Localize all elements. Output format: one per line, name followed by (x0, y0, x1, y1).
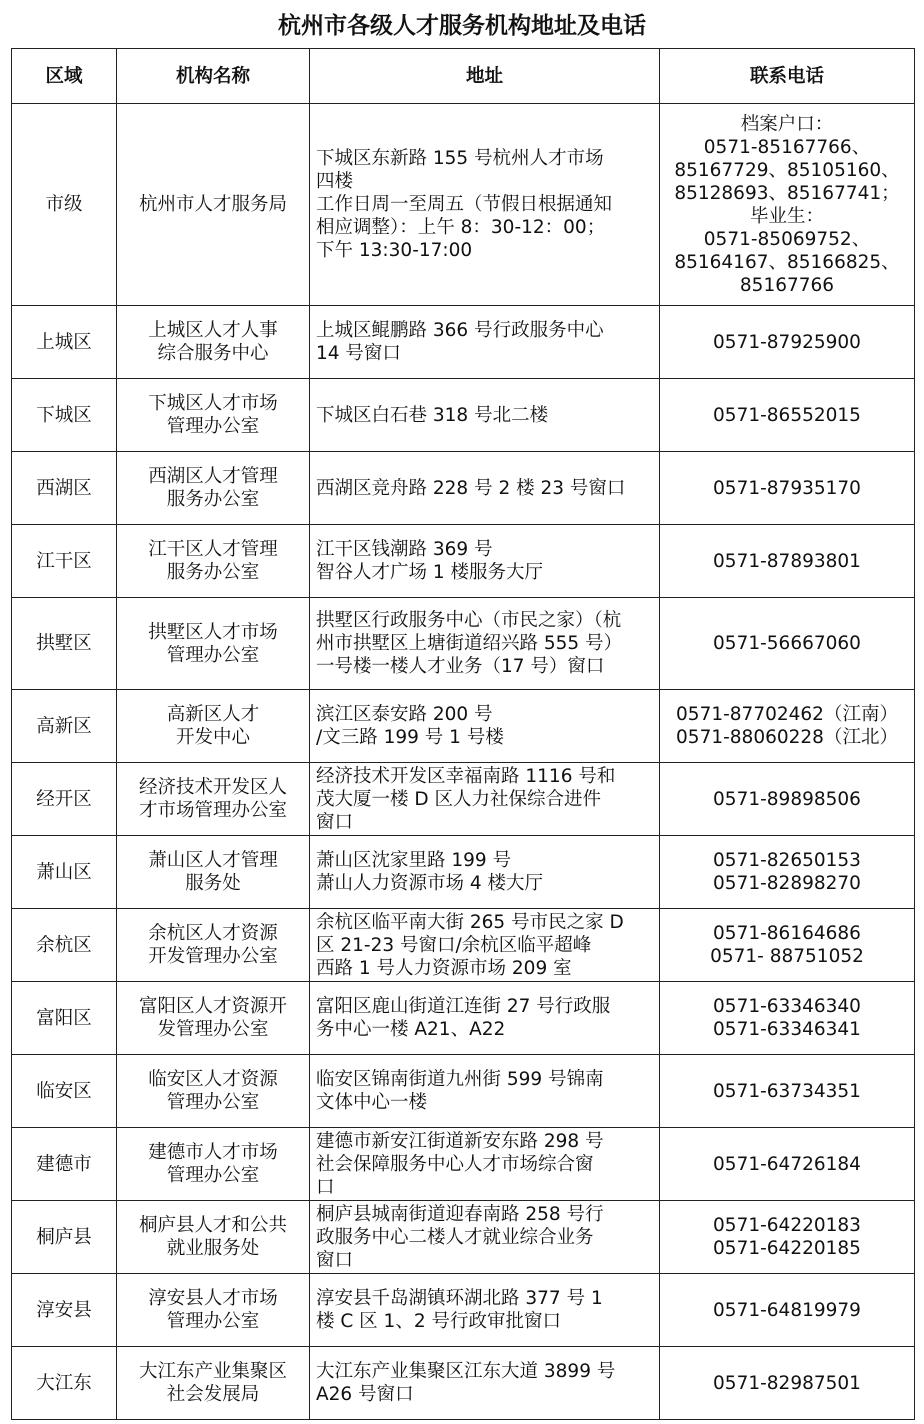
region-cell: 高新区 (12, 690, 117, 763)
phone-cell: 档案户口： 0571-85167766、 85167729、85105160、 85128693、85167741； 毕业生： 0571-85069752、 85164167、85166825、 85167766 (660, 104, 915, 306)
region-cell: 市级 (12, 104, 117, 306)
phone-cell: 0571-87702462（江南） 0571-88060228（江北） (660, 690, 915, 763)
name-cell: 经济技术开发区人 才市场管理办公室 (117, 763, 310, 836)
phone-cell: 0571-82987501 (660, 1347, 915, 1420)
address-cell: 江干区钱潮路 369 号 智谷人才广场 1 楼服务大厅 (310, 525, 660, 598)
name-cell: 桐庐县人才和公共 就业服务处 (117, 1201, 310, 1274)
region-cell: 大江东 (12, 1347, 117, 1420)
region-cell: 经开区 (12, 763, 117, 836)
phone-cell: 0571-87893801 (660, 525, 915, 598)
table-row (12, 1201, 915, 1274)
name-cell: 萧山区人才管理 服务处 (117, 836, 310, 909)
region-cell: 江干区 (12, 525, 117, 598)
table-row (12, 104, 915, 306)
name-cell: 西湖区人才管理 服务办公室 (117, 452, 310, 525)
region-cell: 上城区 (12, 306, 117, 379)
name-cell: 大江东产业集聚区 社会发展局 (117, 1347, 310, 1420)
phone-cell: 0571-64220183 0571-64220185 (660, 1201, 915, 1274)
address-cell: 下城区白石巷 318 号北二楼 (310, 379, 660, 452)
region-cell: 下城区 (12, 379, 117, 452)
address-cell: 淳安县千岛湖镇环湖北路 377 号 1 楼 C 区 1、2 号行政审批窗口 (310, 1274, 660, 1347)
directory-table (11, 48, 915, 1420)
header-row (12, 49, 915, 104)
header-region: 区域 (12, 49, 117, 104)
address-cell: 萧山区沈家里路 199 号 萧山人力资源市场 4 楼大厅 (310, 836, 660, 909)
name-cell: 江干区人才管理 服务办公室 (117, 525, 310, 598)
table-row (12, 763, 915, 836)
table-row (12, 452, 915, 525)
address-cell: 余杭区临平南大街 265 号市民之家 D 区 21-23 号窗口/余杭区临平超峰 西路 1 号人力资源市场 209 室 (310, 909, 660, 982)
table-row (12, 690, 915, 763)
table-row (12, 306, 915, 379)
table-row (12, 598, 915, 690)
table-row (12, 909, 915, 982)
header-address: 地址 (310, 49, 660, 104)
address-cell: 临安区锦南街道九州街 599 号锦南 文体中心一楼 (310, 1055, 660, 1128)
page-title: 杭州市各级人才服务机构地址及电话 (278, 12, 646, 39)
name-cell: 高新区人才 开发中心 (117, 690, 310, 763)
region-cell: 临安区 (12, 1055, 117, 1128)
name-cell: 富阳区人才资源开 发管理办公室 (117, 982, 310, 1055)
address-cell: 建德市新安江街道新安东路 298 号 社会保障服务中心人才市场综合窗 口 (310, 1128, 660, 1201)
table-row (12, 1128, 915, 1201)
name-cell: 上城区人才人事 综合服务中心 (117, 306, 310, 379)
name-cell: 余杭区人才资源 开发管理办公室 (117, 909, 310, 982)
header-phone: 联系电话 (660, 49, 915, 104)
table-row (12, 1347, 915, 1420)
region-cell: 西湖区 (12, 452, 117, 525)
name-cell: 下城区人才市场 管理办公室 (117, 379, 310, 452)
address-cell: 大江东产业集聚区江东大道 3899 号 A26 号窗口 (310, 1347, 660, 1420)
region-cell: 拱墅区 (12, 598, 117, 690)
address-cell: 上城区鲲鹏路 366 号行政服务中心 14 号窗口 (310, 306, 660, 379)
phone-cell: 0571-89898506 (660, 763, 915, 836)
name-cell: 临安区人才资源 管理办公室 (117, 1055, 310, 1128)
table-row (12, 379, 915, 452)
table-row (12, 525, 915, 598)
address-cell: 拱墅区行政服务中心（市民之家）（杭 州市拱墅区上塘街道绍兴路 555 号） 一号楼一楼人才业务（17 号）窗口 (310, 598, 660, 690)
address-cell: 富阳区鹿山街道江连街 27 号行政服 务中心一楼 A21、A22 (310, 982, 660, 1055)
region-cell: 余杭区 (12, 909, 117, 982)
region-cell: 富阳区 (12, 982, 117, 1055)
table-row (12, 1274, 915, 1347)
address-cell: 西湖区竞舟路 228 号 2 楼 23 号窗口 (310, 452, 660, 525)
region-cell: 淳安县 (12, 1274, 117, 1347)
name-cell: 建德市人才市场 管理办公室 (117, 1128, 310, 1201)
phone-cell: 0571-63734351 (660, 1055, 915, 1128)
region-cell: 桐庐县 (12, 1201, 117, 1274)
address-cell: 经济技术开发区幸福南路 1116 号和 茂大厦一楼 D 区人力社保综合进件 窗口 (310, 763, 660, 836)
address-cell: 桐庐县城南街道迎春南路 258 号行 政服务中心二楼人才就业综合业务 窗口 (310, 1201, 660, 1274)
header-name: 机构名称 (117, 49, 310, 104)
phone-cell: 0571-64819979 (660, 1274, 915, 1347)
table-row (12, 1055, 915, 1128)
name-cell: 杭州市人才服务局 (117, 104, 310, 306)
address-cell: 下城区东新路 155 号杭州人才市场 四楼 工作日周一至周五（节假日根据通知 相应调整）：上午 8：30-12：00； 下午 13:30-17:00 (310, 104, 660, 306)
phone-cell: 0571-64726184 (660, 1128, 915, 1201)
region-cell: 建德市 (12, 1128, 117, 1201)
phone-cell: 0571-86552015 (660, 379, 915, 452)
phone-cell: 0571-82650153 0571-82898270 (660, 836, 915, 909)
phone-cell: 0571-87935170 (660, 452, 915, 525)
phone-cell: 0571-86164686 0571- 88751052 (660, 909, 915, 982)
name-cell: 淳安县人才市场 管理办公室 (117, 1274, 310, 1347)
phone-cell: 0571-63346340 0571-63346341 (660, 982, 915, 1055)
table-row (12, 982, 915, 1055)
name-cell: 拱墅区人才市场 管理办公室 (117, 598, 310, 690)
table-row (12, 836, 915, 909)
region-cell: 萧山区 (12, 836, 117, 909)
address-cell: 滨江区泰安路 200 号 /文三路 199 号 1 号楼 (310, 690, 660, 763)
phone-cell: 0571-56667060 (660, 598, 915, 690)
phone-cell: 0571-87925900 (660, 306, 915, 379)
